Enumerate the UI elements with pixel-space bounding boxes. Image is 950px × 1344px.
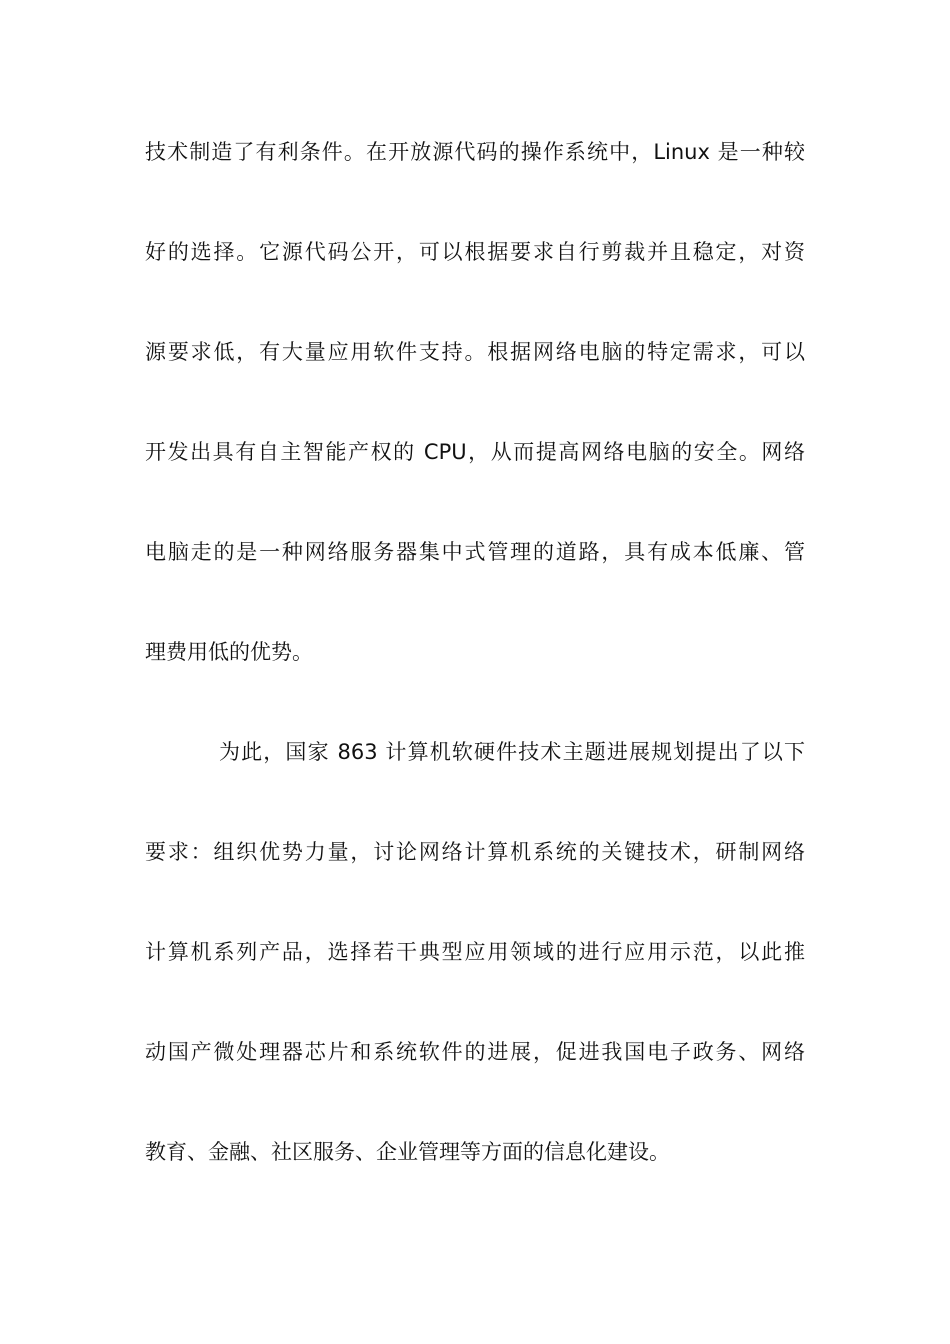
document-body xyxy=(145,124,805,1224)
text-line: 理费用低的优势。 xyxy=(145,640,313,664)
text-line: 教育、金融、社区服务、企业管理等方面的信息化建设。 xyxy=(145,1140,670,1164)
paragraph-2 xyxy=(145,724,805,1224)
text-line: 计算机系列产品，选择若干典型应用领域的进行应用示范，以此推 xyxy=(145,940,805,964)
text-line: 为此，国家 863 计算机软硬件技术主题进展规划提出了以下 xyxy=(219,740,805,764)
text-line: 电脑走的是一种网络服务器集中式管理的道路，具有成本低廉、管 xyxy=(145,540,805,564)
text-line: 技术制造了有利条件。在开放源代码的操作系统中，Linux 是一种较 xyxy=(145,140,805,164)
text-line: 源要求低，有大量应用软件支持。根据网络电脑的特定需求，可以 xyxy=(145,340,805,364)
paragraph-1 xyxy=(145,124,805,724)
text-line: 好的选择。它源代码公开，可以根据要求自行剪裁并且稳定，对资 xyxy=(145,240,805,264)
text-line: 动国产微处理器芯片和系统软件的进展，促进我国电子政务、网络 xyxy=(145,1040,805,1064)
text-line: 开发出具有自主智能产权的 CPU，从而提高网络电脑的安全。网络 xyxy=(145,440,805,464)
text-line: 要求：组织优势力量，讨论网络计算机系统的关键技术，研制网络 xyxy=(145,840,805,864)
